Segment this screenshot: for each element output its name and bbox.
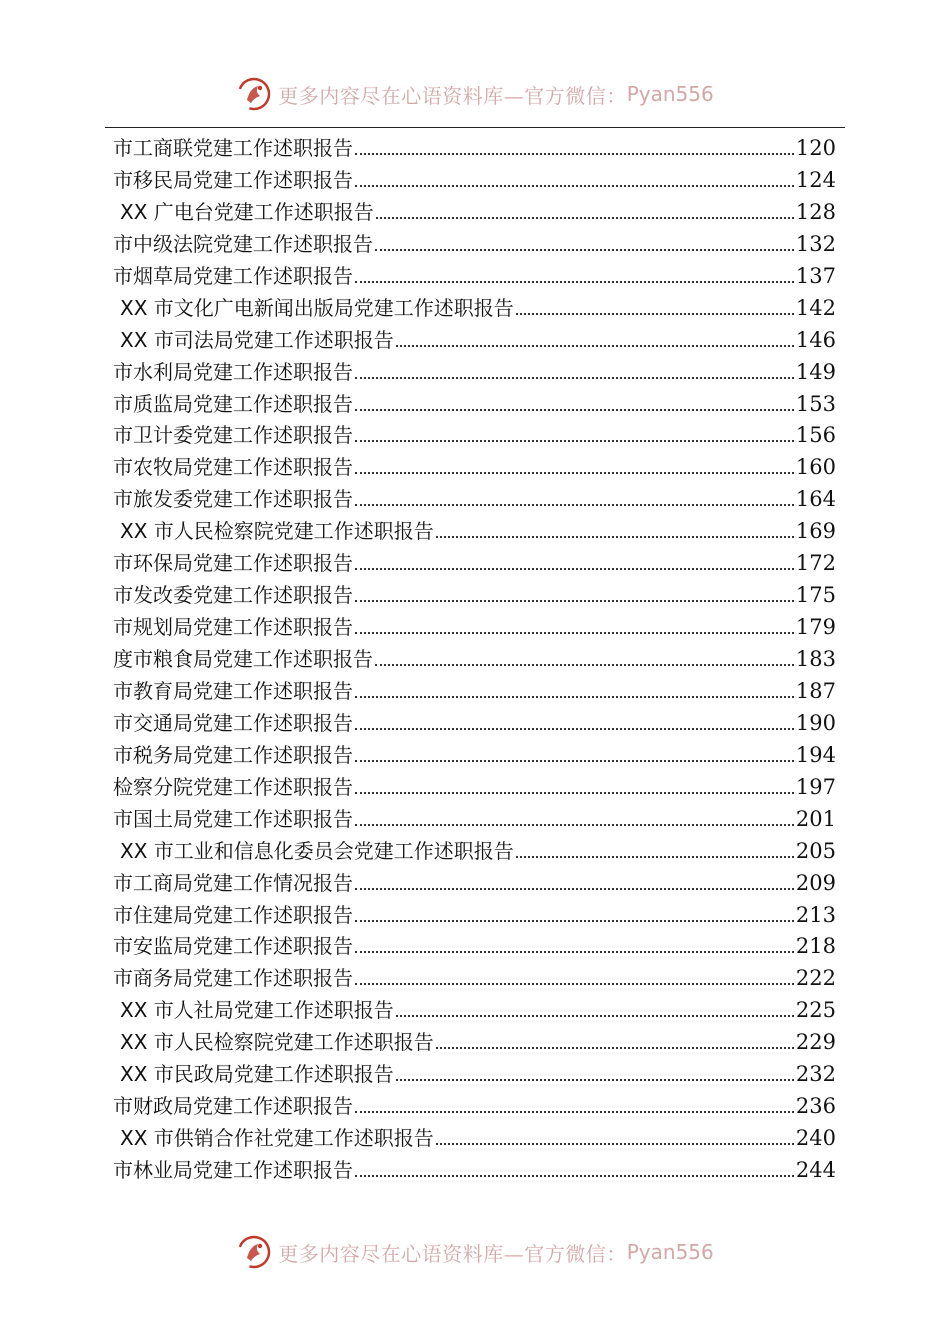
- toc-entry-title: 市商务局党建工作述职报告: [113, 966, 353, 991]
- toc-dot-leader: [376, 217, 794, 219]
- toc-dot-leader: [355, 568, 794, 570]
- toc-entry[interactable]: [113, 484, 836, 516]
- toc-entry-title: XX 市人社局党建工作述职报告: [120, 998, 394, 1023]
- toc-entry[interactable]: [113, 420, 836, 452]
- toc-entry-page-number: 142: [795, 295, 836, 320]
- toc-entry-page-number: 132: [795, 231, 836, 256]
- toc-entry[interactable]: [113, 1123, 836, 1155]
- toc-entry-page-number: 209: [795, 870, 836, 895]
- table-of-contents: [113, 133, 836, 1187]
- toc-entry-title: 市税务局党建工作述职报告: [113, 742, 353, 767]
- toc-dot-leader: [355, 728, 794, 730]
- footer-banner-wechat-id: Pyan556: [626, 1240, 714, 1264]
- toc-entry[interactable]: [113, 325, 836, 357]
- toc-dot-leader: [355, 951, 794, 953]
- toc-dot-leader: [355, 600, 794, 602]
- toc-entry[interactable]: [113, 452, 836, 484]
- toc-dot-leader: [355, 983, 794, 985]
- toc-entry[interactable]: [113, 995, 836, 1027]
- toc-entry-title: 市住建局党建工作述职报告: [113, 902, 353, 927]
- footer-banner-text: 更多内容尽在心语资料库—官方微信：: [278, 1241, 627, 1266]
- toc-entry-page-number: 240: [795, 1126, 836, 1151]
- toc-entry[interactable]: [113, 900, 836, 932]
- toc-entry-page-number: 160: [795, 455, 836, 480]
- toc-entry-page-number: 205: [795, 838, 836, 863]
- toc-entry-title: 市卫计委党建工作述职报告: [113, 423, 353, 448]
- toc-entry-page-number: 124: [795, 167, 836, 192]
- toc-dot-leader: [355, 760, 794, 762]
- toc-entry-page-number: 236: [795, 1094, 836, 1119]
- toc-entry-title: XX 市人民检察院党建工作述职报告: [120, 1030, 434, 1055]
- toc-dot-leader: [355, 409, 794, 411]
- toc-entry-title: 市环保局党建工作述职报告: [113, 551, 353, 576]
- footer-banner: [0, 1230, 950, 1274]
- toc-dot-leader: [396, 1079, 794, 1081]
- toc-entry-page-number: 179: [795, 615, 836, 640]
- toc-entry[interactable]: [113, 963, 836, 995]
- toc-dot-leader: [355, 504, 794, 506]
- toc-entry-page-number: 194: [795, 742, 836, 767]
- header-divider: [105, 127, 845, 128]
- toc-entry-title: 市教育局党建工作述职报告: [113, 678, 353, 703]
- header-banner-text: 更多内容尽在心语资料库—官方微信：: [278, 83, 627, 108]
- toc-entry-page-number: 244: [795, 1158, 836, 1182]
- toc-dot-leader: [436, 1047, 794, 1049]
- toc-entry-title: 市烟草局党建工作述职报告: [113, 263, 353, 288]
- toc-entry-title: 市农牧局党建工作述职报告: [113, 455, 353, 480]
- toc-entry[interactable]: [113, 197, 836, 229]
- toc-entry[interactable]: [113, 612, 836, 644]
- toc-dot-leader: [375, 664, 794, 666]
- toc-entry-title: 市林业局党建工作述职报告: [113, 1158, 353, 1182]
- toc-entry-title: 市水利局党建工作述职报告: [113, 359, 353, 384]
- toc-entry-title: XX 广电台党建工作述职报告: [120, 199, 374, 224]
- toc-entry-title: 市规划局党建工作述职报告: [113, 615, 353, 640]
- toc-entry-page-number: 164: [795, 487, 836, 512]
- toc-dot-leader: [355, 377, 794, 379]
- toc-entry[interactable]: [113, 261, 836, 293]
- toc-entry-page-number: 146: [795, 327, 836, 352]
- toc-entry-page-number: 222: [795, 966, 836, 991]
- toc-entry-page-number: 149: [795, 359, 836, 384]
- toc-entry[interactable]: [113, 389, 836, 421]
- toc-dot-leader: [436, 1143, 794, 1145]
- toc-dot-leader: [355, 792, 794, 794]
- toc-entry[interactable]: [113, 708, 836, 740]
- toc-dot-leader: [355, 153, 794, 155]
- toc-entry[interactable]: [113, 772, 836, 804]
- toc-entry-page-number: 225: [795, 998, 836, 1023]
- toc-dot-leader: [355, 440, 794, 442]
- toc-entry-title: XX 市文化广电新闻出版局党建工作述职报告: [120, 295, 514, 320]
- header-banner: [0, 72, 950, 116]
- toc-entry-page-number: 190: [795, 710, 836, 735]
- toc-dot-leader: [355, 185, 794, 187]
- toc-entry-page-number: 229: [795, 1030, 836, 1055]
- toc-entry[interactable]: [113, 868, 836, 900]
- toc-entry[interactable]: [113, 1155, 836, 1187]
- toc-dot-leader: [516, 313, 794, 315]
- toc-entry-title: 市交通局党建工作述职报告: [113, 710, 353, 735]
- toc-entry-title: XX 市供销合作社党建工作述职报告: [120, 1126, 434, 1151]
- toc-entry[interactable]: [113, 580, 836, 612]
- header-banner-wechat-id: Pyan556: [626, 82, 714, 106]
- toc-entry-title: 市财政局党建工作述职报告: [113, 1094, 353, 1119]
- toc-dot-leader: [436, 536, 794, 538]
- toc-dot-leader: [355, 1111, 794, 1113]
- toc-entry-page-number: 128: [795, 199, 836, 224]
- toc-entry[interactable]: [113, 516, 836, 548]
- toc-dot-leader: [355, 472, 794, 474]
- xinyu-logo-icon: [236, 1234, 272, 1270]
- toc-entry-title: 度市粮食局党建工作述职报告: [113, 647, 373, 671]
- toc-entry-page-number: 218: [795, 934, 836, 959]
- toc-dot-leader: [396, 1015, 794, 1017]
- toc-entry[interactable]: [113, 133, 836, 165]
- toc-entry-page-number: 172: [795, 551, 836, 576]
- toc-entry-page-number: 232: [795, 1062, 836, 1087]
- toc-dot-leader: [355, 888, 794, 890]
- toc-entry-title: 市旅发委党建工作述职报告: [113, 487, 353, 512]
- toc-dot-leader: [355, 696, 794, 698]
- toc-entry[interactable]: [113, 1027, 836, 1059]
- toc-dot-leader: [355, 281, 794, 283]
- toc-entry[interactable]: [113, 836, 836, 868]
- toc-dot-leader: [355, 920, 794, 922]
- toc-entry-page-number: 169: [795, 519, 836, 544]
- toc-entry-page-number: 153: [795, 391, 836, 416]
- toc-entry[interactable]: [113, 357, 836, 389]
- toc-entry-page-number: 213: [795, 902, 836, 927]
- xinyu-logo-icon: [236, 76, 272, 112]
- toc-entry[interactable]: [113, 293, 836, 325]
- toc-entry-page-number: 137: [795, 263, 836, 288]
- toc-entry-title: 市发改委党建工作述职报告: [113, 583, 353, 608]
- toc-entry[interactable]: [113, 676, 836, 708]
- toc-entry-page-number: 187: [795, 678, 836, 703]
- toc-entry-title: 市质监局党建工作述职报告: [113, 391, 353, 416]
- toc-entry[interactable]: [113, 804, 836, 836]
- toc-entry-title: XX 市司法局党建工作述职报告: [120, 327, 394, 352]
- toc-dot-leader: [355, 1175, 794, 1177]
- toc-entry-title: 市安监局党建工作述职报告: [113, 934, 353, 959]
- toc-entry-page-number: 175: [795, 583, 836, 608]
- toc-entry-title: 市中级法院党建工作述职报告: [113, 231, 373, 256]
- toc-entry-page-number: 201: [795, 806, 836, 831]
- toc-dot-leader: [375, 249, 794, 251]
- toc-dot-leader: [396, 345, 794, 347]
- toc-entry[interactable]: [113, 1059, 836, 1091]
- toc-dot-leader: [355, 824, 794, 826]
- toc-entry-page-number: 156: [795, 423, 836, 448]
- toc-entry-title: 检察分院党建工作述职报告: [113, 774, 353, 799]
- toc-entry-title: XX 市民政局党建工作述职报告: [120, 1062, 394, 1087]
- toc-entry-title: 市国土局党建工作述职报告: [113, 806, 353, 831]
- toc-entry[interactable]: [113, 548, 836, 580]
- toc-entry-page-number: 183: [795, 647, 836, 671]
- toc-entry-title: XX 市工业和信息化委员会党建工作述职报告: [120, 838, 514, 863]
- toc-entry-page-number: 197: [795, 774, 836, 799]
- toc-entry[interactable]: [113, 229, 836, 261]
- toc-dot-leader: [516, 856, 794, 858]
- toc-entry-title: 市工商联党建工作述职报告: [113, 136, 353, 160]
- toc-entry-title: 市移民局党建工作述职报告: [113, 167, 353, 192]
- toc-entry[interactable]: [113, 1091, 836, 1123]
- toc-entry-title: XX 市人民检察院党建工作述职报告: [120, 519, 434, 544]
- toc-entry[interactable]: [113, 165, 836, 197]
- toc-entry-page-number: 120: [795, 136, 836, 160]
- toc-dot-leader: [355, 632, 794, 634]
- toc-entry[interactable]: [113, 644, 836, 676]
- toc-entry[interactable]: [113, 931, 836, 963]
- toc-entry[interactable]: [113, 740, 836, 772]
- toc-entry-title: 市工商局党建工作情况报告: [113, 870, 353, 895]
